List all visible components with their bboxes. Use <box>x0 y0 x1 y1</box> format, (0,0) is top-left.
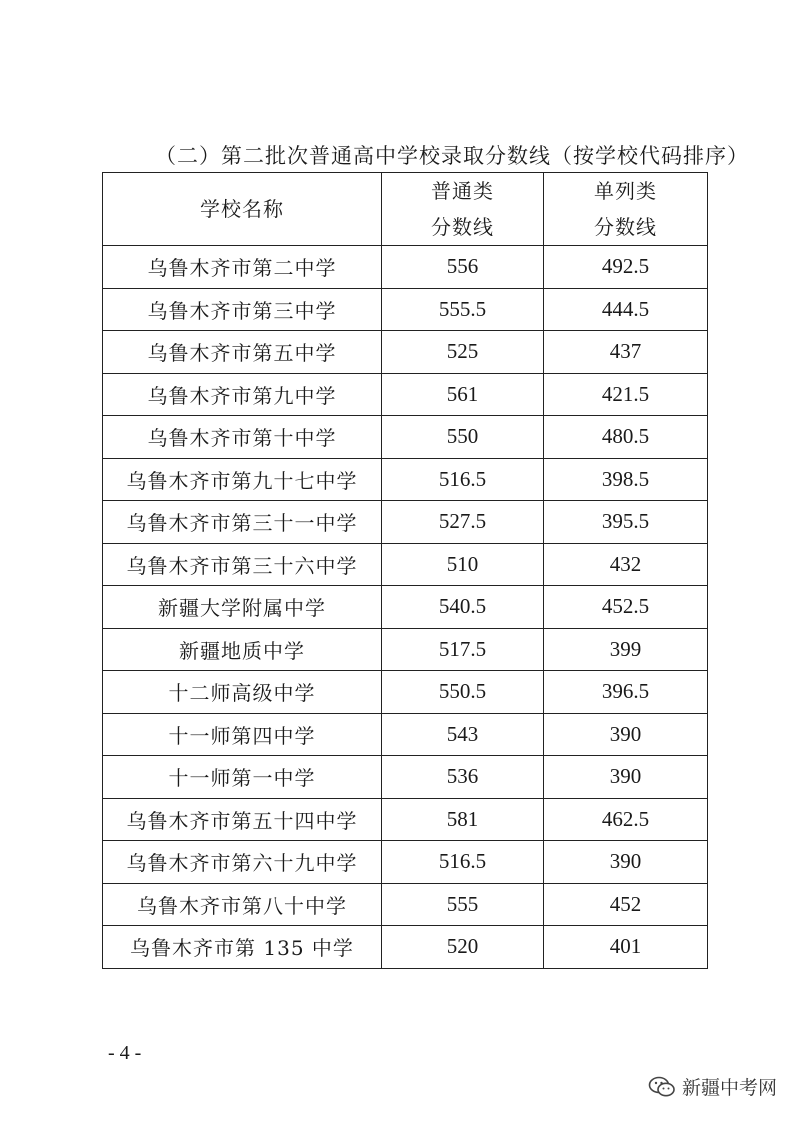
cell-general-score: 516.5 <box>382 841 544 884</box>
table-caption: （二）第二批次普通高中学校录取分数线（按学校代码排序） <box>155 144 749 168</box>
cell-separate-score: 395.5 <box>544 501 708 544</box>
cell-general-score: 516.5 <box>382 458 544 501</box>
cell-separate-score: 399 <box>544 628 708 671</box>
wechat-icon <box>648 1076 676 1098</box>
cell-separate-score: 421.5 <box>544 373 708 416</box>
table-row <box>103 628 708 671</box>
cell-school-name: 乌鲁木齐市第八十中学 <box>103 883 382 926</box>
cell-general-score: 555.5 <box>382 288 544 331</box>
cell-general-score: 581 <box>382 798 544 841</box>
table-row <box>103 798 708 841</box>
header-school-name: 学校名称 <box>103 173 382 246</box>
table-row <box>103 501 708 544</box>
cell-separate-score: 396.5 <box>544 671 708 714</box>
cell-separate-score: 462.5 <box>544 798 708 841</box>
cell-school-name: 乌鲁木齐市第三十六中学 <box>103 543 382 586</box>
watermark <box>648 1073 777 1100</box>
header-general-score <box>382 173 544 246</box>
table-row <box>103 926 708 969</box>
table-row <box>103 756 708 799</box>
cell-school-name: 乌鲁木齐市第五中学 <box>103 331 382 374</box>
cell-general-score: 520 <box>382 926 544 969</box>
table-row <box>103 671 708 714</box>
cell-general-score: 510 <box>382 543 544 586</box>
table-header-row <box>103 173 708 246</box>
table-row <box>103 246 708 289</box>
header-general-line2: 分数线 <box>431 215 494 239</box>
table-row <box>103 373 708 416</box>
cell-general-score: 555 <box>382 883 544 926</box>
cell-separate-score: 390 <box>544 713 708 756</box>
cell-separate-score: 437 <box>544 331 708 374</box>
cell-school-name: 乌鲁木齐市第九十七中学 <box>103 458 382 501</box>
cell-general-score: 550 <box>382 416 544 459</box>
cell-separate-score: 452.5 <box>544 586 708 629</box>
header-separate-score <box>544 173 708 246</box>
table-row <box>103 331 708 374</box>
cell-separate-score: 401 <box>544 926 708 969</box>
cell-school-name: 十二师高级中学 <box>103 671 382 714</box>
table-row <box>103 883 708 926</box>
table-row <box>103 543 708 586</box>
watermark-text: 新疆中考网 <box>682 1077 778 1099</box>
cell-school-name: 乌鲁木齐市第六十九中学 <box>103 841 382 884</box>
cell-general-score: 525 <box>382 331 544 374</box>
table-row <box>103 288 708 331</box>
header-separate-line1: 单列类 <box>594 179 657 203</box>
cell-separate-score: 492.5 <box>544 246 708 289</box>
cell-school-name: 新疆地质中学 <box>103 628 382 671</box>
cell-general-score: 540.5 <box>382 586 544 629</box>
cell-separate-score: 390 <box>544 756 708 799</box>
header-separate-line2: 分数线 <box>594 215 657 239</box>
cell-school-name: 新疆大学附属中学 <box>103 586 382 629</box>
cell-school-name: 乌鲁木齐市第九中学 <box>103 373 382 416</box>
cell-general-score: 556 <box>382 246 544 289</box>
table-row <box>103 458 708 501</box>
cell-separate-score: 398.5 <box>544 458 708 501</box>
cell-general-score: 527.5 <box>382 501 544 544</box>
cell-school-name: 十一师第四中学 <box>103 713 382 756</box>
table-row <box>103 841 708 884</box>
table-row <box>103 416 708 459</box>
cell-school-name: 乌鲁木齐市第二中学 <box>103 246 382 289</box>
cell-separate-score: 390 <box>544 841 708 884</box>
header-general-line1: 普通类 <box>431 179 494 203</box>
cell-school-name: 乌鲁木齐市第十中学 <box>103 416 382 459</box>
cell-separate-score: 452 <box>544 883 708 926</box>
page-number: - 4 - <box>108 1042 142 1064</box>
table-row <box>103 713 708 756</box>
admission-score-table <box>102 172 708 969</box>
cell-school-name: 十一师第一中学 <box>103 756 382 799</box>
cell-general-score: 517.5 <box>382 628 544 671</box>
cell-school-name: 乌鲁木齐市第三十一中学 <box>103 501 382 544</box>
cell-general-score: 561 <box>382 373 544 416</box>
cell-separate-score: 432 <box>544 543 708 586</box>
cell-school-name: 乌鲁木齐市第 135 中学 <box>103 926 382 969</box>
cell-general-score: 543 <box>382 713 544 756</box>
cell-school-name: 乌鲁木齐市第五十四中学 <box>103 798 382 841</box>
cell-separate-score: 480.5 <box>544 416 708 459</box>
cell-general-score: 550.5 <box>382 671 544 714</box>
cell-school-name: 乌鲁木齐市第三中学 <box>103 288 382 331</box>
cell-general-score: 536 <box>382 756 544 799</box>
cell-separate-score: 444.5 <box>544 288 708 331</box>
table-row <box>103 586 708 629</box>
